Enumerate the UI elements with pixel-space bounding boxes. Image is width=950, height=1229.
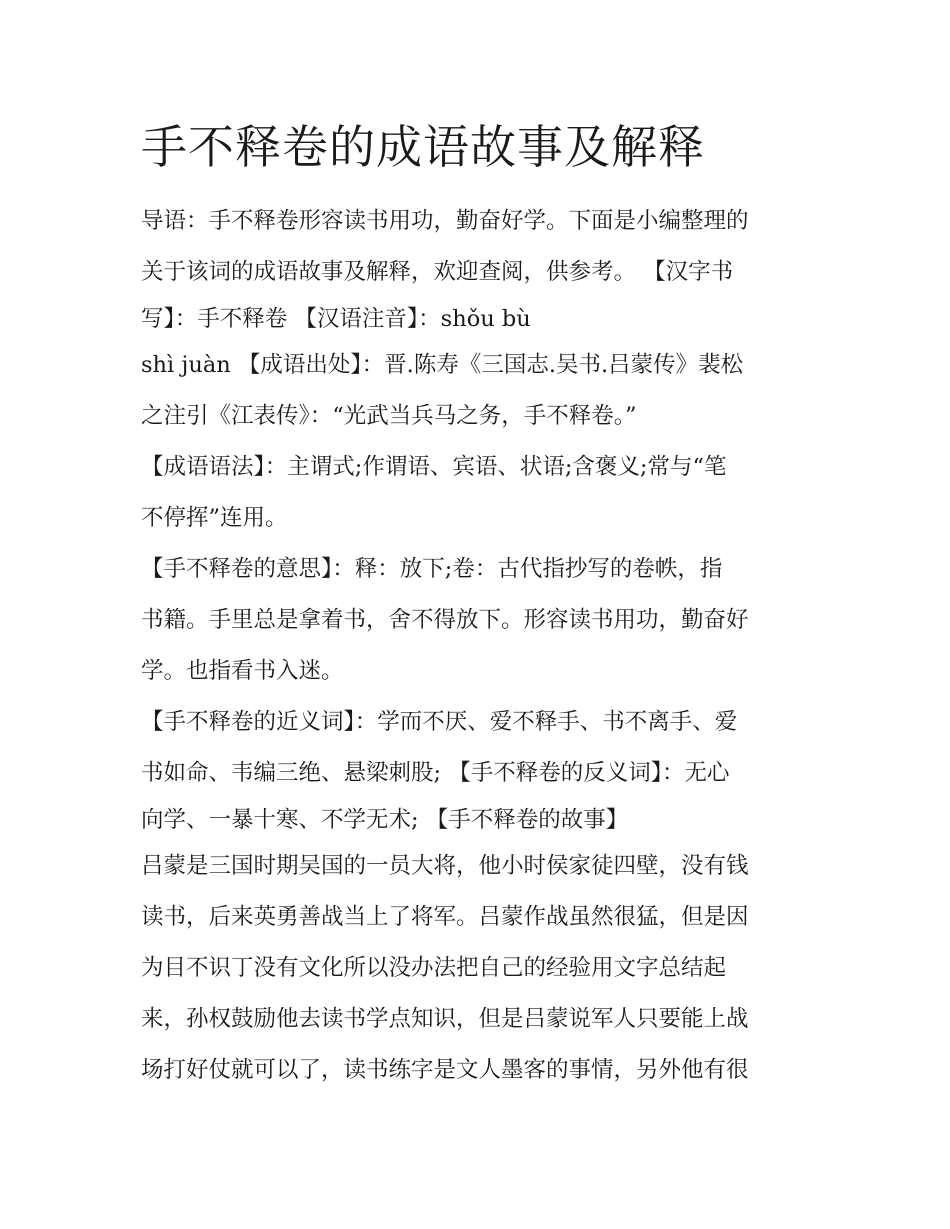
text-line-11: 【手不释卷的近义词】：学而不厌、爱不释手、书不离手、爱 bbox=[141, 709, 738, 735]
text-line-16: 为目不识丁没有文化所以没办法把自己的经验用文字总结起 bbox=[141, 955, 727, 981]
text-line-14: 吕蒙是三国时期吴国的一员大将，他小时侯家徒四壁，没有钱 bbox=[141, 853, 749, 879]
text-line-15: 读书，后来英勇善战当上了将军。吕蒙作战虽然很猛，但是因 bbox=[141, 904, 749, 930]
document-page bbox=[141, 112, 813, 1096]
text-line-2: 关于该词的成语故事及解释，欢迎查阅，供参考。 【汉字书 bbox=[141, 259, 734, 285]
text-line-13: 向学、一暴十寒、不学无术; 【手不释卷的故事】 bbox=[141, 807, 629, 833]
text-line-12: 书如命、韦编三绝、悬梁刺股; 【手不释卷的反义词】：无心 bbox=[141, 760, 730, 786]
text-line-6: 【成语语法】：主谓式;作谓语、宾语、状语;含褒义;常与“笔 bbox=[141, 454, 727, 480]
text-line-4: shì juàn 【成语出处】：晋.陈寿《三国志.吴书.吕蒙传》裴松 bbox=[141, 352, 744, 378]
document-title: 手不释卷的成语故事及解释 bbox=[141, 120, 705, 174]
text-line-7: 不停挥”连用。 bbox=[141, 505, 288, 531]
text-line-10: 学。也指看书入迷。 bbox=[141, 658, 344, 684]
text-line-17: 来，孙权鼓励他去读书学点知识，但是吕蒙说军人只要能上战 bbox=[141, 1006, 749, 1032]
text-line-18: 场打好仗就可以了，读书练字是文人墨客的事情，另外他有很 bbox=[141, 1057, 749, 1083]
text-line-1: 导语：手不释卷形容读书用功，勤奋好学。下面是小编整理的 bbox=[141, 208, 749, 234]
text-line-8: 【手不释卷的意思】：释：放下;卷：古代指抄写的卷帙，指 bbox=[141, 556, 723, 582]
text-line-3: 写】：手不释卷 【汉语注音】：shǒu bù bbox=[141, 306, 531, 332]
text-line-9: 书籍。手里总是拿着书，舍不得放下。形容读书用功，勤奋好 bbox=[141, 607, 749, 633]
text-line-5: 之注引《江表传》：“光武当兵马之务，手不释卷。” bbox=[141, 403, 637, 429]
